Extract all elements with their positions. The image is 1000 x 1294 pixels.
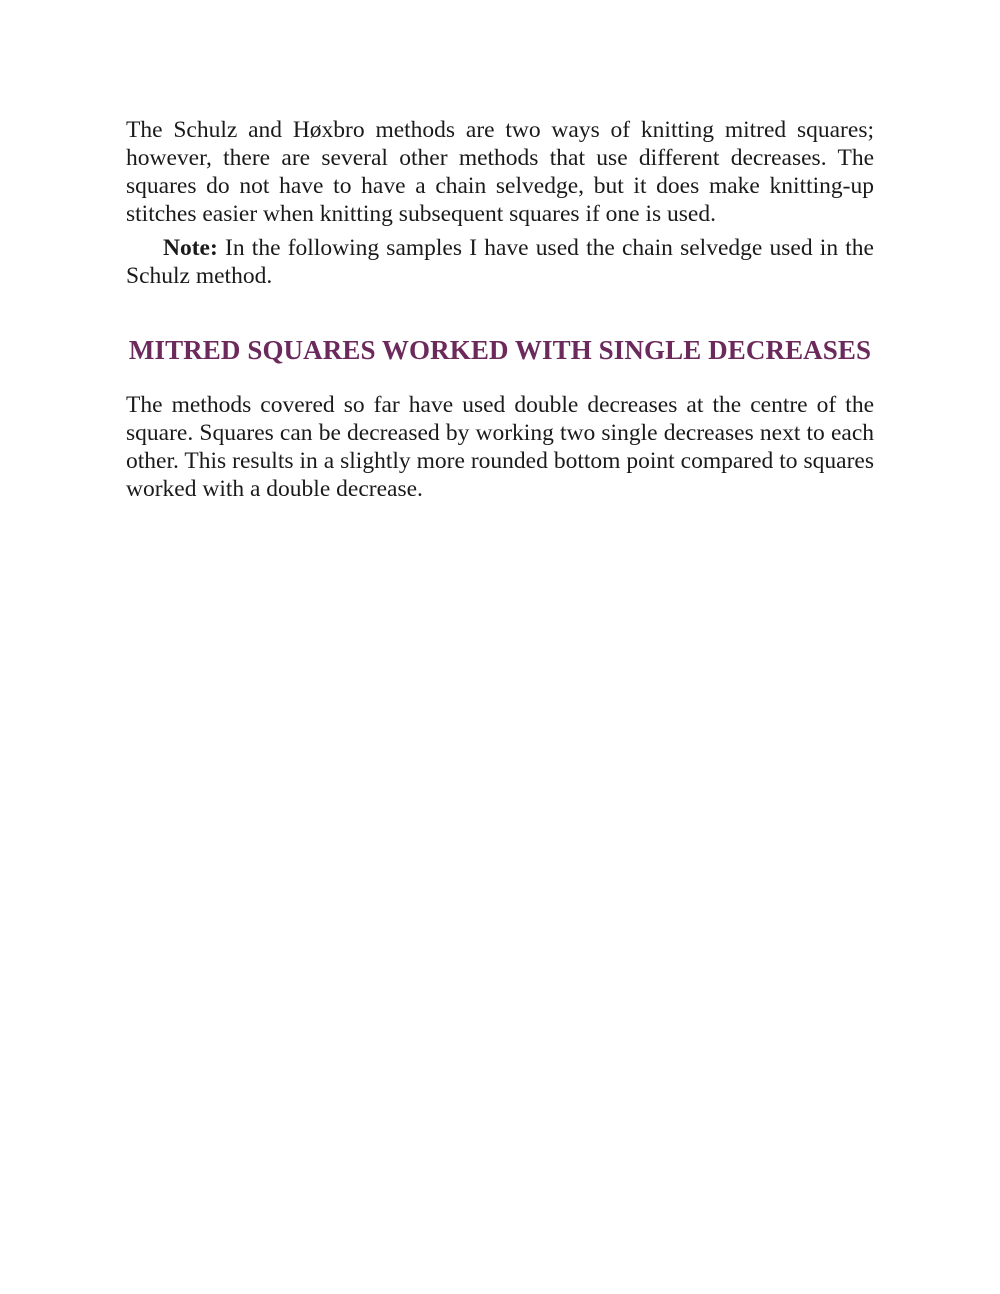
intro-paragraph: The Schulz and Høxbro methods are two ways of knitting mitred squares; however, there are several other methods that use different decreases. The squares do not have to have a chain selvedge, but it does make knitting-up stitches easier when knitting subsequent squares if one is used.	[126, 117, 874, 227]
note-label: Note:	[163, 235, 218, 261]
section-body-paragraph: The methods covered so far have used double decreases at the centre of the square. Squares can be decreased by working two single decreases next to each other. This results in a slightly more rounded bottom point compared to squares worked with a double decrease.	[126, 392, 874, 502]
note-text: In the following samples I have used the chain selvedge used in the Schulz method.	[126, 235, 874, 289]
document-page	[126, 116, 874, 503]
note-paragraph	[126, 234, 874, 290]
section-heading: MITRED SQUARES WORKED WITH SINGLE DECREASES	[128, 335, 872, 365]
